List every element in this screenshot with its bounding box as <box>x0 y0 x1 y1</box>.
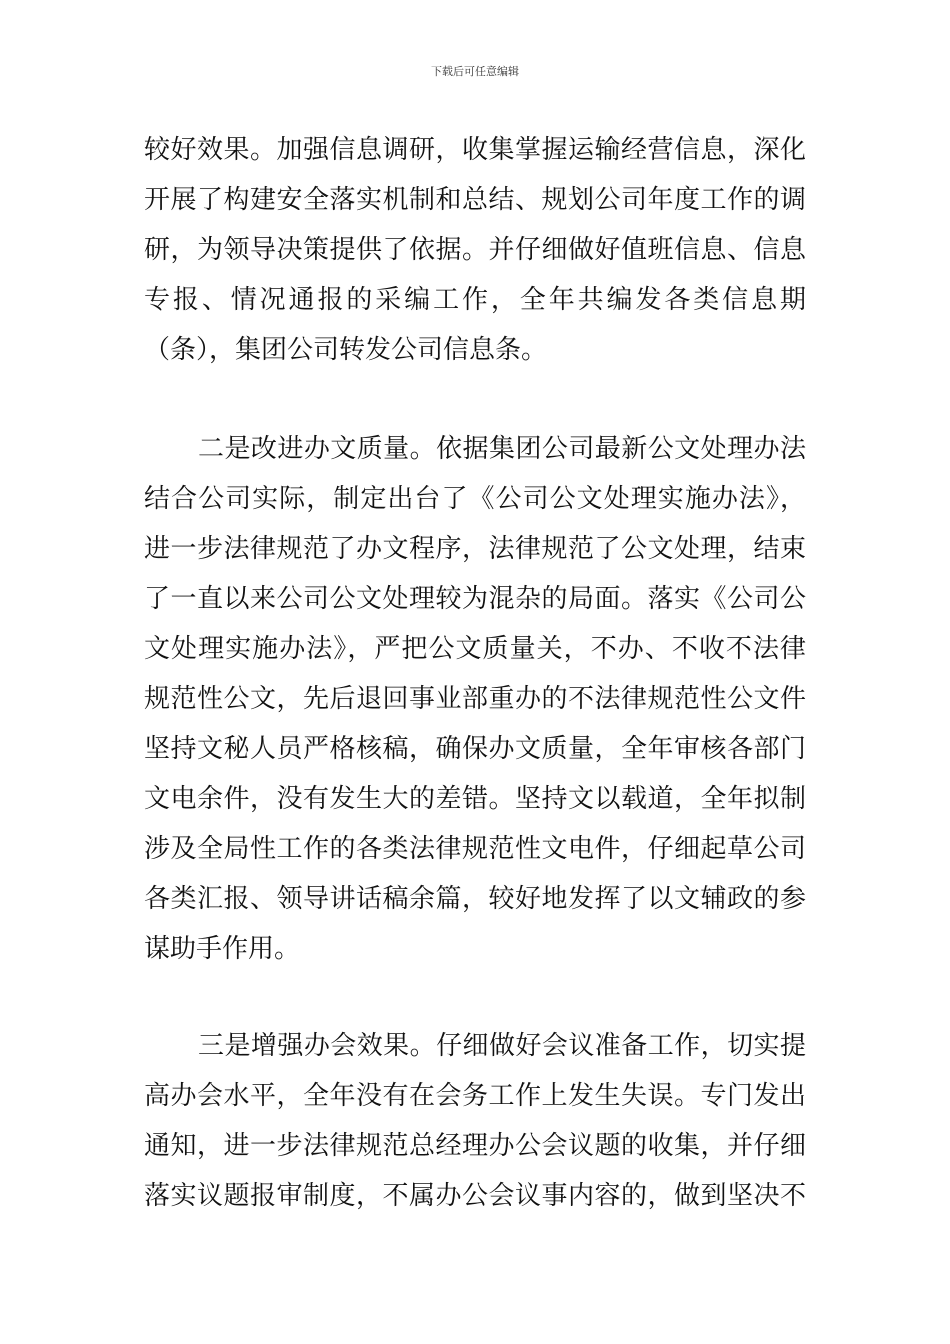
paragraph-3 <box>144 1021 806 1221</box>
paragraph-line: 通知，进一步法律规范总经理办公会议题的收集，并仔细 <box>144 1131 806 1161</box>
paragraph-line: 涉及全局性工作的各类法律规范性文电件，仔细起草公司 <box>144 834 806 864</box>
paragraph-line: 三是增强办会效果。仔细做好会议准备工作，切实提 <box>198 1031 806 1061</box>
paragraph-line: （条），集团公司转发公司信息条。 <box>144 335 548 365</box>
paragraph-line: 专报、情况通报的采编工作，全年共编发各类信息期 <box>144 285 806 315</box>
paragraph-1 <box>144 125 806 375</box>
paragraph-line: 坚持文秘人员严格核稿，确保办文质量，全年审核各部门 <box>144 734 806 764</box>
paragraph-line: 文处理实施办法》，严把公文质量关，不办、不收不法律 <box>144 634 806 664</box>
paragraph-2 <box>144 424 806 974</box>
paragraph-line: 落实议题报审制度，不属办公会议事内容的，做到坚决不 <box>144 1181 806 1211</box>
paragraph-line: 文电余件，没有发生大的差错。坚持文以载道，全年拟制 <box>144 784 806 814</box>
header-note: 下载后可任意编辑 <box>431 65 519 78</box>
paragraph-line: 高办会水平，全年没有在会务工作上发生失误。专门发出 <box>144 1081 806 1111</box>
paragraph-line: 各类汇报、领导讲话稿余篇，较好地发挥了以文辅政的参 <box>144 884 806 914</box>
paragraph-line: 谋助手作用。 <box>144 934 301 964</box>
paragraph-line: 结合公司实际，制定出台了《公司公文处理实施办法》， <box>144 484 806 514</box>
paragraph-line: 进一步法律规范了办文程序，法律规范了公文处理，结束 <box>144 534 806 564</box>
paragraph-line: 研，为领导决策提供了依据。并仔细做好值班信息、信息 <box>144 235 806 265</box>
paragraph-line: 较好效果。加强信息调研，收集掌握运输经营信息，深化 <box>144 135 806 165</box>
paragraph-line: 开展了构建安全落实机制和总结、规划公司年度工作的调 <box>144 185 806 215</box>
paragraph-line: 二是改进办文质量。依据集团公司最新公文处理办法 <box>198 434 806 464</box>
paragraph-line: 了一直以来公司公文处理较为混杂的局面。落实《公司公 <box>144 584 806 614</box>
paragraph-line: 规范性公文，先后退回事业部重办的不法律规范性公文件 <box>144 684 806 714</box>
